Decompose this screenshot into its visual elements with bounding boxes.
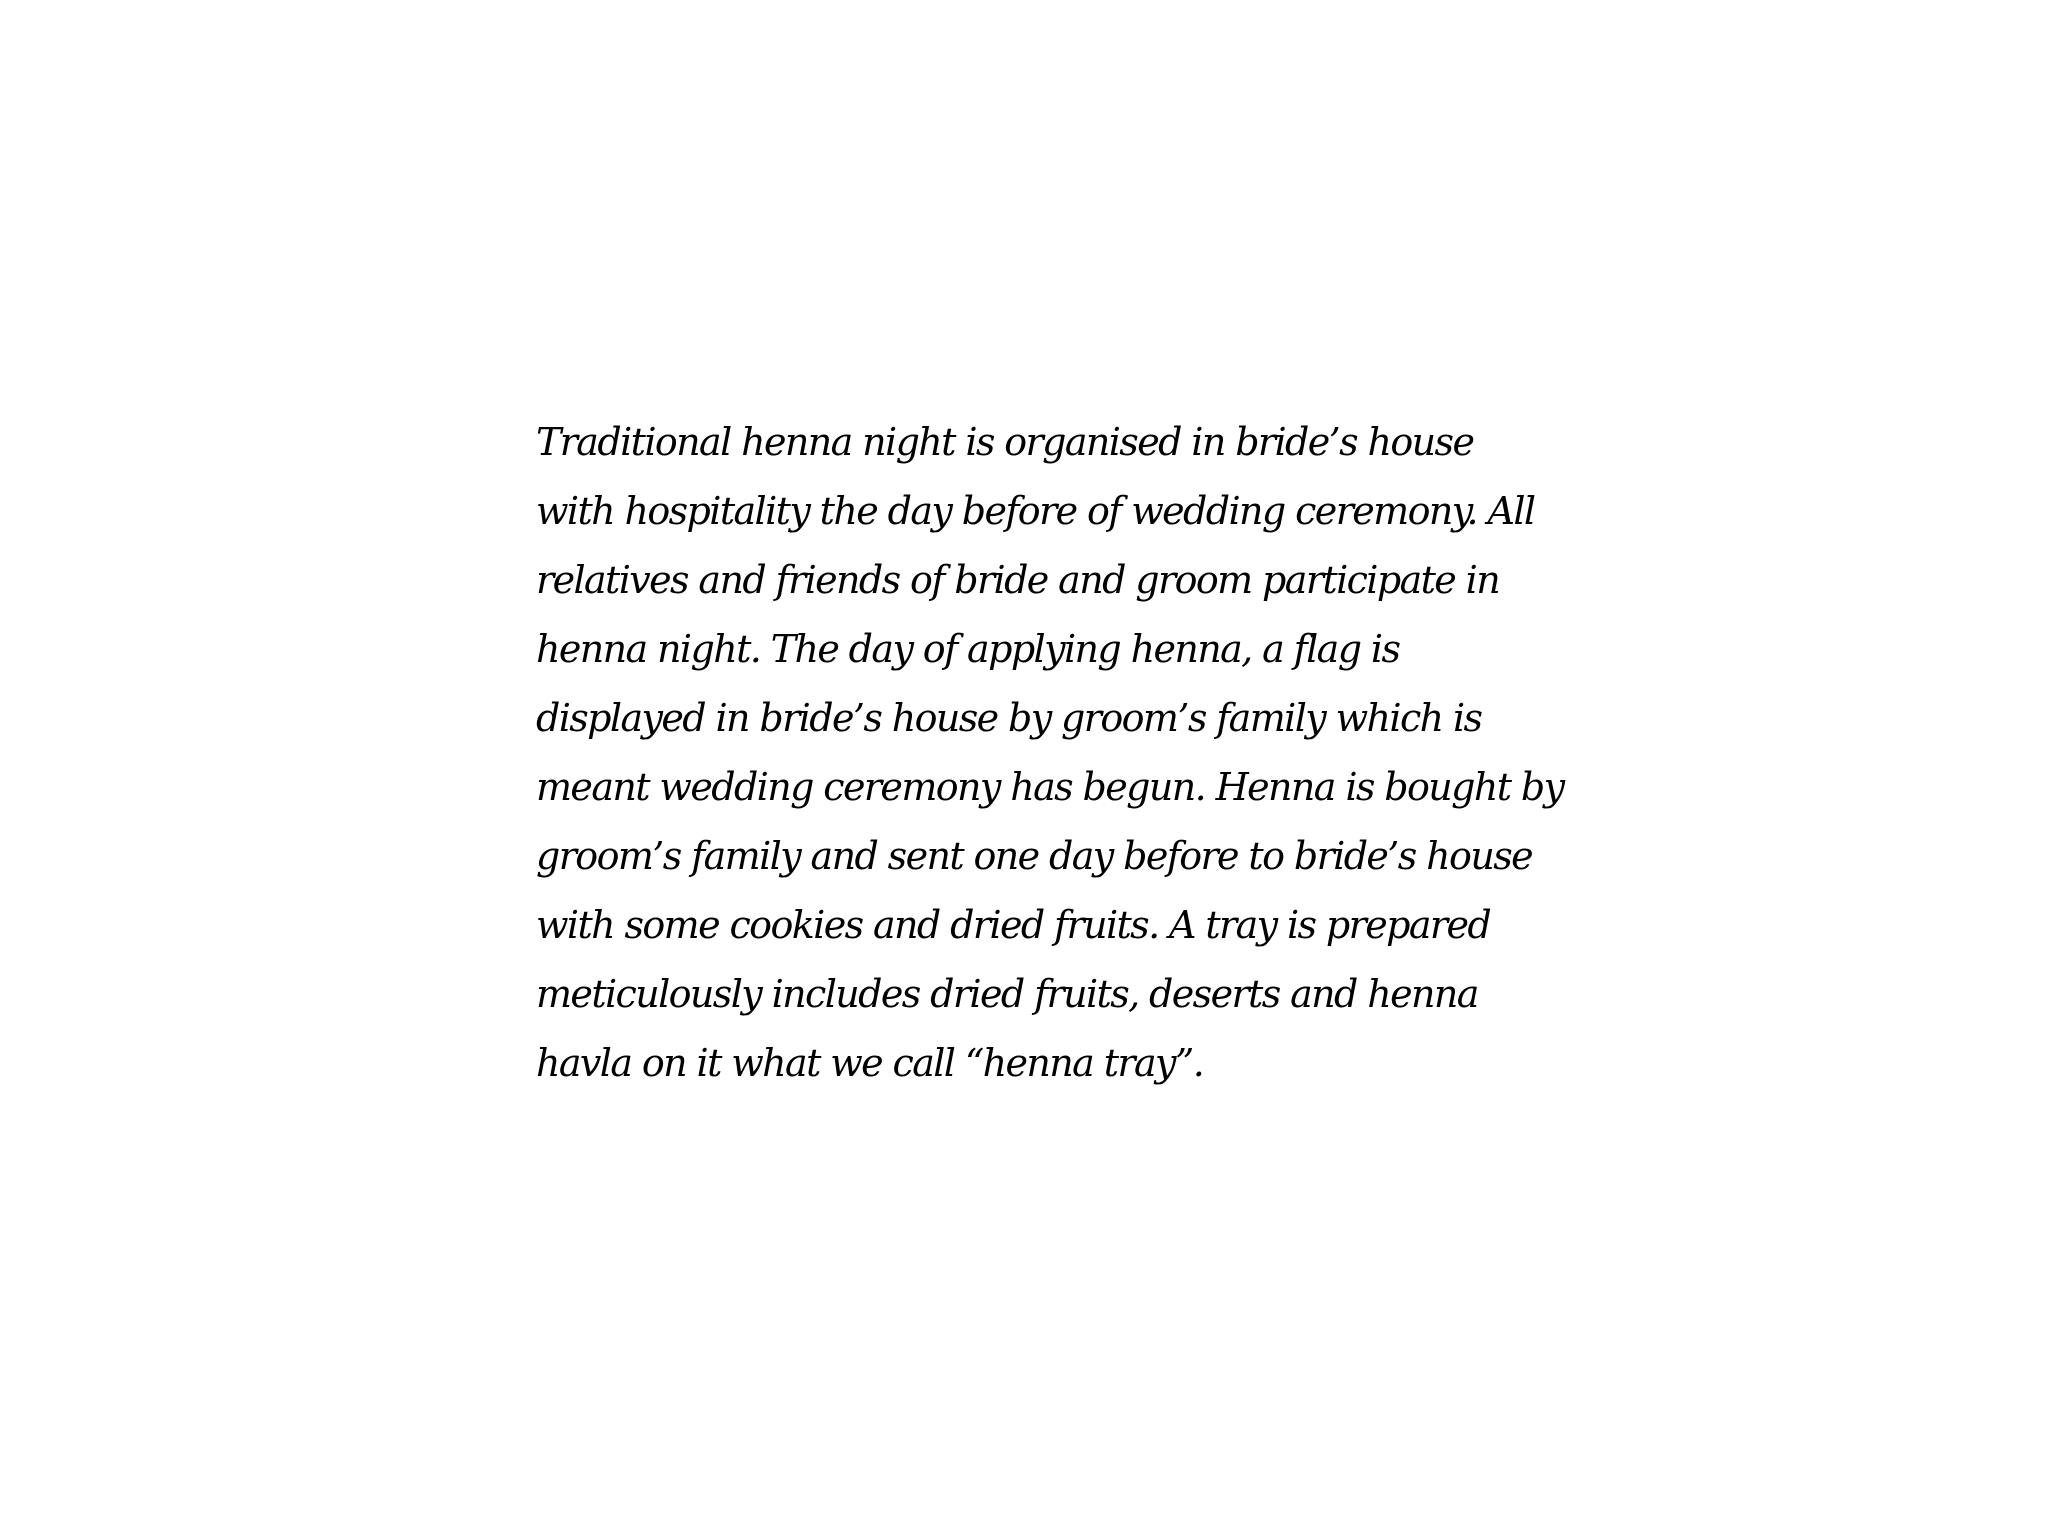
paragraph-line: with some cookies and dried fruits. A tray is prepared — [536, 903, 1491, 947]
paragraph-line: groom’s family and sent one day before to bride’s house — [536, 834, 1532, 878]
paragraph-line: Traditional henna night is organised in bride’s house — [536, 420, 1474, 464]
paragraph-line: meant wedding ceremony has begun. Henna is bought by — [536, 765, 1564, 809]
paragraph-line: with hospitality the day before of wedding ceremony. All — [536, 489, 1535, 533]
paragraph-line: displayed in bride’s house by groom’s family which is — [536, 696, 1482, 740]
paragraph-line: henna night. The day of applying henna, a flag is — [536, 627, 1400, 671]
paragraph-line: meticulously includes dried fruits, deserts and henna — [536, 972, 1478, 1016]
paragraph-text — [536, 408, 1576, 1098]
paragraph-line: relatives and friends of bride and groom participate in — [536, 558, 1500, 602]
paragraph-line: havla on it what we call “henna tray”. — [536, 1041, 1204, 1085]
